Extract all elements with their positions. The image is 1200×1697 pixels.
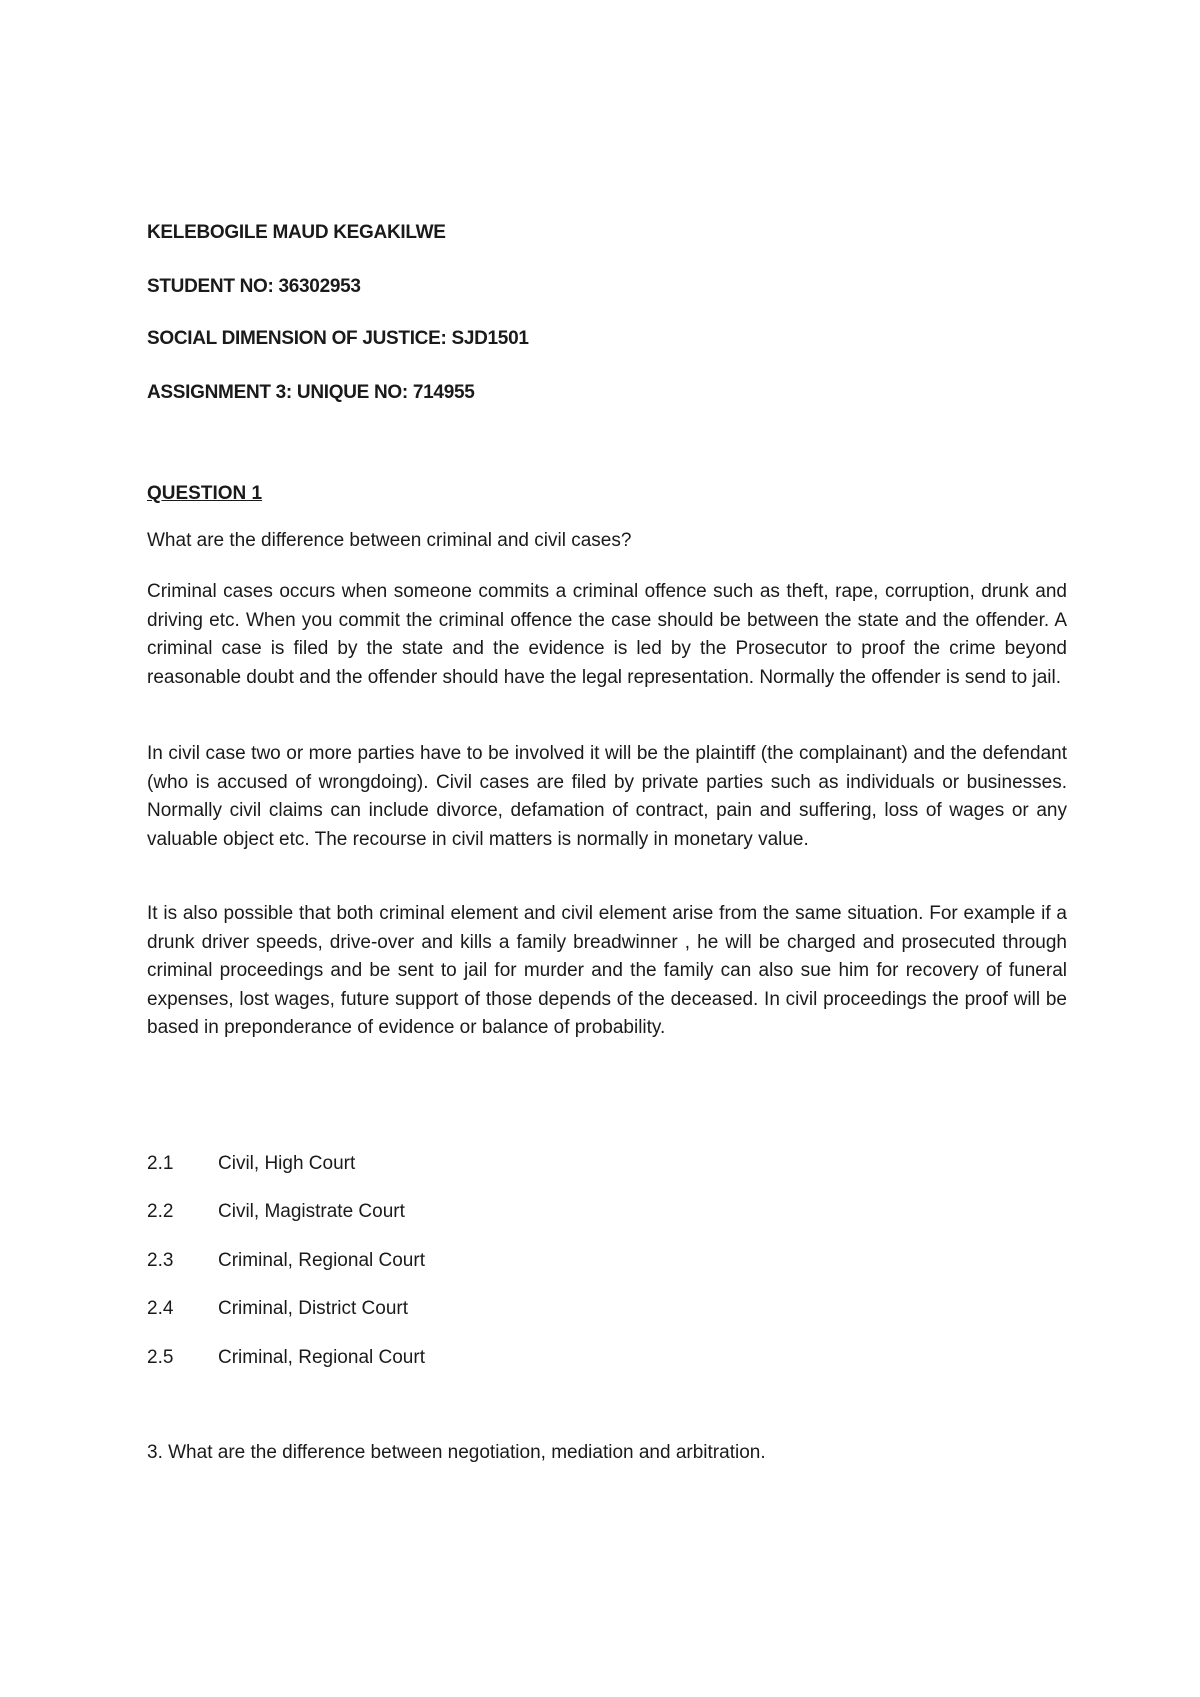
paragraph-civil-cases: In civil case two or more parties have to be involved it will be the plaintiff (the complainant) and the defendant (who is accused of wrongdoing). Civil cases are filed by private parties such as individuals or businesses. Normally civil claims can include divorce, defamation of contract, pain and suffering, loss of wages or any valuable object etc. The recourse in civil matters is normally in monetary value. [147,743,1067,850]
answer-row [147,1250,425,1272]
assignment-title: ASSIGNMENT 3: UNIQUE NO: 714955 [147,382,475,403]
answer-text: Civil, High Court [218,1153,356,1174]
answer-number: 2.2 [147,1201,174,1222]
answer-number: 2.1 [147,1153,174,1174]
module-title: SOCIAL DIMENSION OF JUSTICE: SJD1501 [147,328,529,349]
question-3-prompt: 3. What are the difference between negotiation, mediation and arbitration. [147,1442,766,1463]
answer-number: 2.3 [147,1250,174,1271]
student-name: KELEBOGILE MAUD KEGAKILWE [147,222,446,243]
answer-number: 2.4 [147,1298,174,1319]
answer-row [147,1153,355,1175]
question-1-prompt: What are the difference between criminal and civil cases? [147,530,632,551]
answer-text: Civil, Magistrate Court [218,1201,405,1222]
answer-text: Criminal, Regional Court [218,1250,425,1271]
answer-text: Criminal, District Court [218,1298,409,1319]
paragraph-both-elements: It is also possible that both criminal element and civil element arise from the same situation. For example if a drunk driver speeds, drive-over and kills a family breadwinner , he will be charged and prosecuted through criminal proceedings and be sent to jail for murder and the family can also sue him for recovery of funeral expenses, lost wages, future support of those depends of the deceased. In civil proceedings the proof will be based in preponderance of evidence or balance of probability. [147,903,1067,1039]
student-number: STUDENT NO: 36302953 [147,276,361,297]
paragraph-criminal-cases: Criminal cases occurs when someone commits a criminal offence such as theft, rape, corruption, drunk and driving etc. When you commit the criminal offence the case should be between the state and the offender. A criminal case is filed by the state and the evidence is led by the Prosecutor to proof the crime beyond reasonable doubt and the offender should have the legal representation. Normally the offender is send to jail. [147,581,1067,688]
question-1-heading: QUESTION 1 [147,483,263,504]
answer-row [147,1201,405,1223]
answer-row [147,1298,408,1320]
answer-row [147,1347,425,1369]
answer-number: 2.5 [147,1347,174,1368]
answer-text: Criminal, Regional Court [218,1347,425,1368]
